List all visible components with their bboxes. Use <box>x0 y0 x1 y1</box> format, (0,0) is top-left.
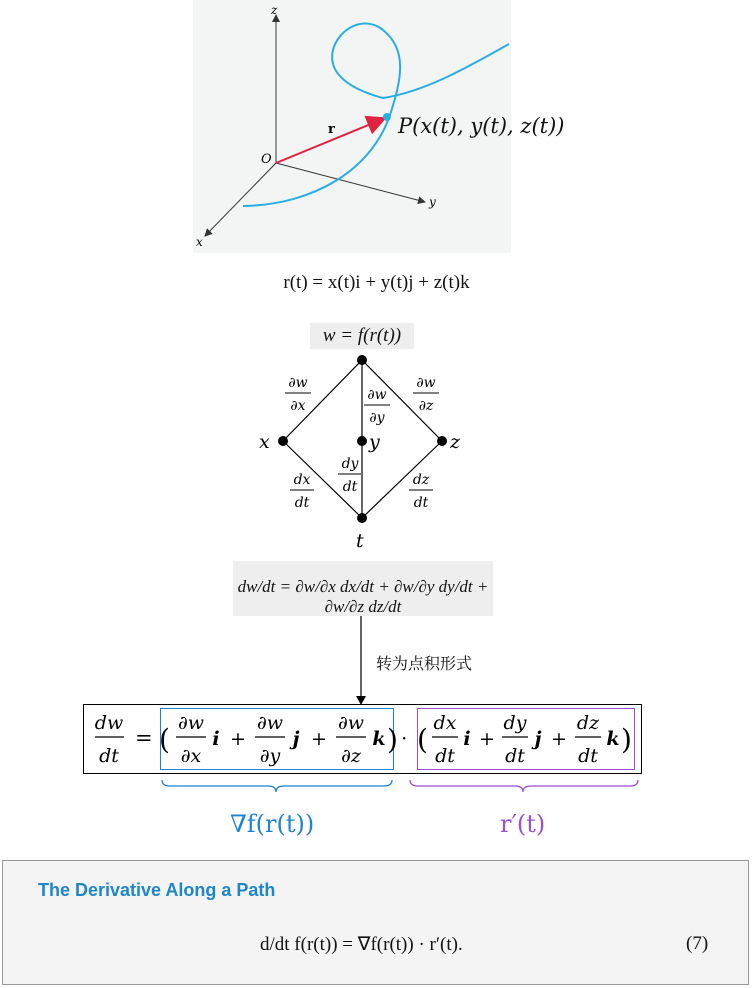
g1-num: dx <box>433 712 457 734</box>
rparen-1: ) <box>387 723 398 756</box>
tree-root-label: w = f(r(t)) <box>322 325 402 346</box>
theorem-box <box>2 860 749 985</box>
tree-diagram <box>240 350 480 550</box>
plus-3: + <box>479 728 495 750</box>
node-x <box>278 436 288 446</box>
node-t-label: t <box>356 530 364 550</box>
unit-j: j <box>292 728 300 750</box>
y-axis <box>276 163 425 202</box>
gradient-brace <box>162 780 392 792</box>
frac-wy-den: ∂y <box>369 410 385 426</box>
unit-k: k <box>372 728 386 750</box>
chain-rule-formula: dw/dt = ∂w/∂x dx/dt + ∂w/∂y dy/dt + ∂w/∂z dz/dt <box>237 577 489 616</box>
frac-yt-num: dy <box>341 456 359 472</box>
frac-xt-den: dt <box>294 495 310 511</box>
arrow-annotation: 转为点积形式 <box>376 654 473 673</box>
frac-wy-num: ∂w <box>367 387 387 403</box>
vector-label: r <box>328 122 335 137</box>
plus-4: + <box>551 728 567 750</box>
theorem-title: The Derivative Along a Path <box>38 880 276 900</box>
frac-xt-num: dx <box>293 472 311 488</box>
dot-operator: · <box>401 726 408 750</box>
node-y <box>357 436 367 446</box>
node-w <box>357 355 367 365</box>
node-t <box>357 513 367 523</box>
g3-num: dz <box>576 712 600 734</box>
x-axis-label: x <box>196 235 203 249</box>
rparen-2: ) <box>621 723 632 756</box>
unit-i-2: i <box>463 728 471 750</box>
equation-number: (7) <box>686 933 709 954</box>
lhs-num: dw <box>94 712 124 734</box>
f1-num: ∂w <box>177 712 205 734</box>
origin-label: O <box>261 152 272 167</box>
z-axis-label: z <box>271 3 278 17</box>
point-p <box>383 113 391 121</box>
f2-den: ∂y <box>259 745 281 767</box>
unit-i: i <box>212 728 220 750</box>
down-arrow <box>352 616 372 706</box>
gradient-label: ∇f(r(t)) <box>230 810 315 838</box>
frac-wz-den: ∂z <box>418 398 434 414</box>
frac-wz-num: ∂w <box>416 375 436 391</box>
f3-num: ∂w <box>337 712 365 734</box>
frac-yt-den: dt <box>342 479 358 495</box>
derivative-brace <box>410 780 638 792</box>
position-formula-text: r(t) = x(t)i + y(t)j + z(t)k <box>283 272 470 293</box>
frac-wx-num: ∂w <box>288 375 308 391</box>
lparen-1: ( <box>159 723 170 756</box>
underbraces <box>160 778 645 794</box>
g1-den: dt <box>435 745 455 767</box>
plus-1: + <box>230 728 246 750</box>
lparen-2: ( <box>417 723 428 756</box>
unit-k-2: k <box>606 728 620 750</box>
f2-num: ∂w <box>256 712 284 734</box>
g3-den: dt <box>578 745 598 767</box>
node-x-label: x <box>259 431 270 453</box>
theorem-formula: d/dt f(r(t)) = ∇f(r(t)) · r′(t). <box>260 934 463 955</box>
y-axis-label: y <box>429 195 436 209</box>
f3-den: ∂z <box>341 745 361 767</box>
node-z-label: z <box>450 431 461 453</box>
position-formula <box>0 272 753 294</box>
plus-2: + <box>311 728 327 750</box>
r-prime-label: r′(t) <box>500 810 546 838</box>
node-y-label: y <box>369 431 380 453</box>
unit-j-2: j <box>534 728 542 750</box>
frac-wx-den: ∂x <box>290 398 306 414</box>
g2-den: dt <box>505 745 525 767</box>
lhs-den: dt <box>99 745 119 767</box>
equals-sign: = <box>135 726 153 750</box>
f1-den: ∂x <box>180 745 202 767</box>
dot-form-formula <box>83 704 643 774</box>
node-z <box>437 436 447 446</box>
g2-num: dy <box>503 712 527 734</box>
frac-zt-num: dz <box>412 472 430 488</box>
point-label: P(x(t), y(t), z(t)) <box>398 114 565 138</box>
x-axis <box>205 163 276 236</box>
frac-zt-den: dt <box>413 495 429 511</box>
